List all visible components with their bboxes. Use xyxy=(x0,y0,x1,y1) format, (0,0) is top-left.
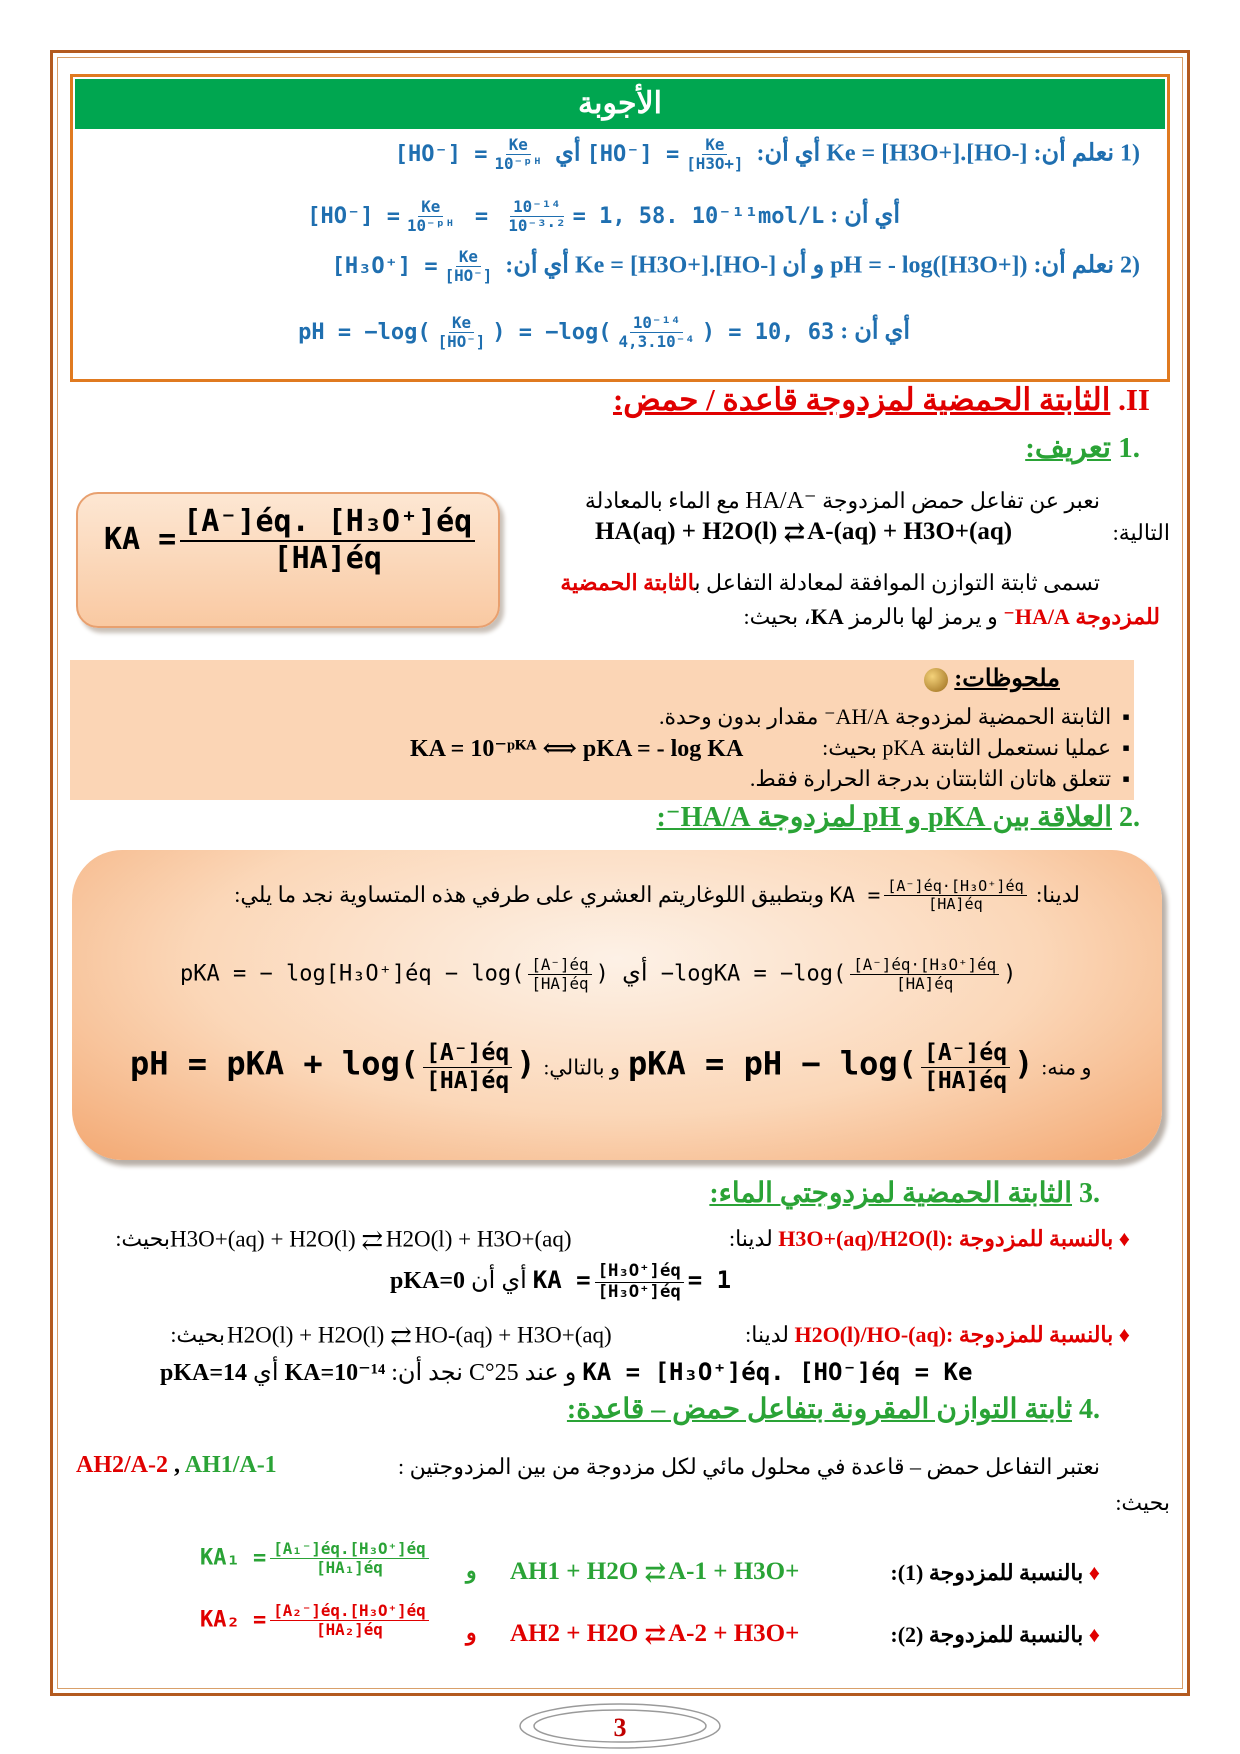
definition-line-4 xyxy=(690,604,1160,630)
close-paren: ) xyxy=(595,961,609,987)
water-pair-2-label: بالنسبة للمزدوجة xyxy=(958,1322,1114,1347)
ho-label: [HO⁻] = xyxy=(307,203,400,229)
reaction-1-label-text: بالنسبة للمزدوجة (1): xyxy=(890,1560,1084,1585)
answers-title: الأجوبة xyxy=(75,79,1165,129)
section-4-hayth: بحيث: xyxy=(1115,1490,1170,1515)
ho-label: [HO⁻] = xyxy=(394,141,488,167)
page-number-badge xyxy=(515,1700,725,1752)
pair-comma: , xyxy=(174,1452,180,1478)
relation-ka-den: [HA]éq xyxy=(928,895,983,914)
reaction-2-wa: و xyxy=(466,1620,477,1645)
relation-line-3 xyxy=(130,1040,1110,1094)
answer-2-line-2 xyxy=(230,314,910,351)
section-2-heading xyxy=(560,382,1150,418)
notes-title: ملحوظات: xyxy=(954,666,1060,692)
pka-log-expansion: pKA = − log[H₃O⁺]éq − log( xyxy=(180,961,525,987)
ka1-lhs: KA₁ = xyxy=(200,1545,267,1571)
answer-2-ke-relation: Ke = [H3O+].[HO-] xyxy=(574,252,777,279)
definition-text-1: نعبر عن تفاعل حمض المزدوجة xyxy=(822,488,1100,513)
pair-2: AH2/A-2 xyxy=(76,1452,168,1478)
ho-den: [HO⁻] xyxy=(444,266,493,286)
relation-line-1 xyxy=(160,878,1080,914)
reaction-1-equation xyxy=(510,1558,880,1588)
bullet-square-icon: ▪ xyxy=(1111,766,1130,791)
ka1-num: [A₁⁻]éq.[H₃O⁺]éq xyxy=(270,1540,428,1559)
answer-2-computation: pH = −log( $\frac{Ke}{[HO^-]}$ ) = −log( $\frac{\text{10⁻¹⁴}}{\text{4,3.10⁻⁴}}$ ) = 10, 63 xyxy=(298,313,835,352)
reaction-2-label-text: بالنسبة للمزدوجة (2): xyxy=(890,1622,1084,1647)
relation-ay: أي xyxy=(622,960,648,987)
bullet-square-icon: ▪ xyxy=(1111,704,1130,729)
relation-ka-den-2: [HA]éq xyxy=(896,974,954,994)
answer-1-result: = 1, 58. 10⁻¹¹mol/L xyxy=(572,203,825,229)
ka1-den: [HA₁]éq xyxy=(316,1558,383,1578)
reaction-1-ka xyxy=(200,1540,460,1577)
answer-2-ph-relation: pH = - log([H3O+]) xyxy=(830,252,1028,279)
ke-num: Ke xyxy=(506,136,531,155)
ph-label: pH = −log xyxy=(298,319,418,345)
ka-definition-formula xyxy=(104,505,494,576)
reaction-1-left: AH1 + H2O xyxy=(510,1558,639,1585)
water-pair-2: H2O(l)/HO-(aq): xyxy=(794,1322,954,1347)
a-eq-num: [A⁻]éq xyxy=(423,1040,512,1068)
reaction-2-equation xyxy=(510,1620,880,1650)
a-eq-num: [A⁻]éq xyxy=(921,1040,1010,1068)
answer-2-number: (2 xyxy=(1120,252,1140,279)
ten-m32-den: 10⁻³·² xyxy=(508,216,566,236)
ke-num: Ke xyxy=(702,136,727,155)
subsection-1-title: تعريف: xyxy=(1025,432,1111,464)
subsection-2-number: .2 xyxy=(1119,802,1140,833)
water-ay: أي xyxy=(253,1360,279,1386)
ke-num: Ke xyxy=(456,248,481,267)
subsection-3-number: .3 xyxy=(1079,1178,1100,1209)
water-equation-1 xyxy=(170,1226,670,1256)
water-pka-14-value: pKA=14 xyxy=(160,1360,248,1386)
water-pka-zero xyxy=(390,1262,810,1303)
a-eq-num: [A⁻]éq xyxy=(528,956,591,975)
note-item-1 xyxy=(560,704,1130,730)
answer-2-result: = 10, 63 xyxy=(728,319,835,345)
definition-line-3 xyxy=(520,570,1100,596)
water-eq-1-right: H2O(l) + H3O+(aq) xyxy=(385,1226,572,1252)
diamond-bullet-icon: ♦ xyxy=(1118,1322,1130,1347)
relation-log-text: وبتطبيق اللوغاريتم العشري على طرفي هذه المتساوية نجد ما يلي: xyxy=(234,881,825,907)
reaction-1-label xyxy=(870,1560,1100,1586)
coin-icon xyxy=(924,668,948,692)
note-item-2 xyxy=(760,735,1130,761)
relation-ka-num: [A⁻]éq·[H₃O⁺]éq xyxy=(884,878,1026,896)
reaction-2-right: A-2 + H3O+ xyxy=(668,1620,800,1647)
note-text-3: تتعلق هاتان الثابتتان بدرجة الحرارة فقط. xyxy=(749,766,1112,791)
close-paren: ) xyxy=(1014,1044,1034,1083)
minus-log: = −log xyxy=(518,319,599,345)
water-pair-1: H3O+(aq)/H2O(l): xyxy=(778,1226,954,1251)
diamond-bullet-icon: ♦ xyxy=(1088,1560,1100,1585)
ten-ph-den: 10⁻ᵖᴴ xyxy=(406,216,455,236)
note-text-1: الثابتة الحمضية لمزدوجة AH/A⁻ مقدار بدون وحدة. xyxy=(659,704,1112,729)
water-ka-num: [H₃O⁺]éq xyxy=(595,1262,684,1283)
section-4-pairs xyxy=(76,1452,316,1479)
ha-eq-den: [HA]éq xyxy=(531,974,589,994)
ha-eq-den: [HA]éq xyxy=(425,1067,510,1094)
subsection-4-number: .4 xyxy=(1079,1394,1100,1425)
reaction-1-right: A-1 + H3O+ xyxy=(668,1558,800,1585)
subsection-3-title: الثابتة الحمضية لمزدوجتي الماء: xyxy=(709,1178,1072,1209)
definition-text-2: مع الماء بالمعادلة xyxy=(584,488,740,513)
ke-num: Ke xyxy=(449,314,474,333)
water-pka-0: pKA=0 xyxy=(390,1267,466,1294)
water-bullet-1 xyxy=(730,1226,1130,1252)
pka-formula: pKA = pH − log( xyxy=(627,1044,917,1083)
ka-denominator: [HA]éq xyxy=(273,540,382,576)
relation-wa-minhu: و منه: xyxy=(1041,1055,1092,1080)
den-43: 4,3.10⁻⁴ xyxy=(618,332,695,352)
close-paren: ) xyxy=(1003,961,1017,987)
h3o-label: [H₃O⁺] = xyxy=(331,253,438,279)
minus-log-ka: −logKA = −log( xyxy=(660,961,847,987)
water-eq-2-hayth: بحيث: xyxy=(170,1322,225,1347)
water-equation-2 xyxy=(227,1322,707,1352)
answer-1-ay: أي أن: xyxy=(756,140,821,167)
answer-1-relation: Ke = [H3O+].[HO-] xyxy=(826,140,1028,167)
subsection-2-heading xyxy=(580,800,1140,834)
water-ka-value: KA=10⁻¹⁴ xyxy=(284,1360,386,1386)
ph-formula: pH = pKA + log( xyxy=(130,1044,419,1083)
water-pair-2-ladayna: لدينا: xyxy=(745,1322,789,1347)
relation-ka-formula xyxy=(829,877,1031,914)
section-2-number: II. xyxy=(1118,382,1150,417)
ka2-den: [HA₂]éq xyxy=(316,1620,383,1640)
water-eq-1-left: H3O+(aq) + H2O(l) xyxy=(170,1226,356,1252)
subsection-4-title: ثابتة التوازن المقرونة بتفاعل حمض – قاعدة: xyxy=(566,1394,1072,1425)
answer-1-intro: نعلم أن: xyxy=(1033,140,1114,167)
equilibrium-arrows-icon: ⇄ xyxy=(390,1322,409,1351)
answer-2-and: و أن xyxy=(782,252,825,279)
h3o-den: [H3O+] xyxy=(686,154,744,174)
ho-label: [HO⁻] = xyxy=(586,141,680,167)
definition-pair: HA/A⁻ xyxy=(745,488,817,514)
ka2-num: [A₂⁻]éq.[H₃O⁺]éq xyxy=(270,1602,428,1621)
water-bullet-2 xyxy=(745,1322,1130,1348)
page-number: 3 xyxy=(613,1713,627,1742)
ho-den: [HO⁻] xyxy=(437,332,486,352)
answer-2-formula xyxy=(331,247,500,286)
pair-1: AH1/A-1 xyxy=(184,1452,277,1478)
diamond-bullet-icon: ♦ xyxy=(1118,1226,1130,1251)
answer-1-formula-a xyxy=(586,135,751,174)
reaction-2-label xyxy=(870,1622,1100,1648)
water-pair-1-ladayna: لدينا: xyxy=(728,1226,773,1251)
subsection-1-number: .1 xyxy=(1118,432,1140,464)
acidity-constant-term: الثابتة الحمضية xyxy=(560,570,695,595)
water-ka-ke: KA = [H₃O⁺]éq. [HO⁻]éq = Ke xyxy=(582,1358,973,1386)
ka-numerator: [A⁻]éq. [H₃O⁺]éq xyxy=(180,505,475,542)
definition-line-1 xyxy=(530,486,1100,515)
water-eq-2-right: HO-(aq) + H3O+(aq) xyxy=(414,1322,612,1348)
ka-symbol: KA xyxy=(810,604,844,629)
definition-text-6: ، بحيث: xyxy=(743,604,811,629)
relation-bittali: و بالتالي: xyxy=(543,1055,620,1080)
relation-line-2 xyxy=(180,956,1060,993)
answer-2-intro: نعلم أن: xyxy=(1033,252,1114,279)
reaction-2-ka xyxy=(200,1602,460,1639)
equation-left: HA(aq) + H2O(l) xyxy=(595,518,778,545)
answer-1-line-2-ay: أي أن : xyxy=(830,202,900,229)
notes-heading xyxy=(910,664,1060,693)
water-pair-1-label: بالنسبة للمزدوجة xyxy=(958,1226,1114,1251)
equilibrium-arrows-icon: ⇄ xyxy=(644,1620,664,1650)
answer-1-computation: [HO⁻] = $\frac{Ke}{\text{10⁻ᵖᴴ}}$ = $\frac{\text{10⁻¹⁴}}{\text{10⁻³·²}}$ = 1, 58. 10⁻¹¹mol/L xyxy=(307,197,825,236)
water-eq-1-hayth: بحيث: xyxy=(115,1226,170,1251)
answer-1-line-2 xyxy=(240,198,900,235)
water-ayanna: أي أن xyxy=(471,1267,527,1294)
equilibrium-arrows-icon: ⇄ xyxy=(361,1226,381,1255)
definition-pair-red: للمزدوجة HA/A⁻ xyxy=(1003,604,1160,629)
bullet-square-icon: ▪ xyxy=(1111,735,1130,760)
relation-ladayna: لدينا: xyxy=(1036,881,1080,907)
equilibrium-arrows-icon: ⇄ xyxy=(783,518,803,548)
answer-1-line-1 xyxy=(90,136,1140,173)
ten-ph-den: 10⁻ᵖᴴ xyxy=(494,154,543,174)
definition-text-4: تسمى ثابتة التوازن الموافقة لمعادلة التفاعل ب xyxy=(694,570,1100,595)
diamond-bullet-icon: ♦ xyxy=(1088,1622,1100,1647)
section-2-title: الثابتة الحمضية لمزدوجة قاعدة / حمض: xyxy=(612,382,1111,417)
equation-right: A-(aq) + H3O+(aq) xyxy=(807,518,1013,545)
note-formula: KA = 10⁻ᵖᴷᴬ ⟺ pKA = - log KA xyxy=(410,736,744,762)
ha-eq-den: [HA]éq xyxy=(923,1067,1008,1094)
subsection-4-heading xyxy=(560,1392,1100,1426)
ke-num: Ke xyxy=(418,198,443,217)
equilibrium-arrows-icon: ⇄ xyxy=(644,1558,664,1588)
ka-lhs: KA = xyxy=(104,522,177,557)
subsection-1-heading xyxy=(900,430,1140,465)
subsection-3-heading xyxy=(690,1176,1100,1210)
answer-2-ay: أي أن: xyxy=(505,252,569,279)
water-pka-14 xyxy=(160,1357,1020,1387)
definition-tali: التالية: xyxy=(1112,520,1170,545)
definition-text-5: و يرمز لها بالرمز xyxy=(849,604,998,629)
water-ka-lhs: KA = xyxy=(532,1265,591,1294)
water-ka-den: [H₃O⁺]éq xyxy=(597,1281,681,1302)
ten-m14-num: 10⁻¹⁴ xyxy=(510,198,564,217)
answer-2-line-2-ay: أي أن : xyxy=(840,318,910,345)
note-item-3 xyxy=(700,766,1130,792)
water-temperature-text: و عند 25°C نجد أن: xyxy=(391,1360,577,1386)
close-paren: ) xyxy=(516,1044,536,1083)
answer-1-formula-b xyxy=(394,135,549,174)
ten-m14-num: 10⁻¹⁴ xyxy=(630,314,684,333)
ka2-lhs: KA₂ = xyxy=(200,1607,267,1633)
water-eq-2-left: H2O(l) + H2O(l) xyxy=(227,1322,385,1348)
answer-2-line-1 xyxy=(200,248,1140,285)
definition-equation xyxy=(595,518,1075,548)
reaction-2-left: AH2 + H2O xyxy=(510,1620,639,1647)
relation-ka-num-2: [A⁻]éq·[H₃O⁺]éq xyxy=(850,956,999,975)
relation-ka-lhs: KA = xyxy=(829,882,881,907)
reaction-1-wa: و xyxy=(466,1558,477,1583)
answer-1-ay-2: أي xyxy=(555,140,581,167)
note-text-2: عمليا نستعمل الثابتة pKA بحيث: xyxy=(822,735,1112,760)
answer-1-number: (1 xyxy=(1120,140,1140,167)
section-4-text: نعتبر التفاعل حمض – قاعدة في محلول مائي لكل مزدوجة من بين المزدوجتين : xyxy=(398,1454,1100,1479)
water-ka-one: = 1 xyxy=(687,1265,732,1294)
subsection-2-title: العلاقة بين pKA و pH لمزدوجة HA/A⁻: xyxy=(656,802,1112,833)
